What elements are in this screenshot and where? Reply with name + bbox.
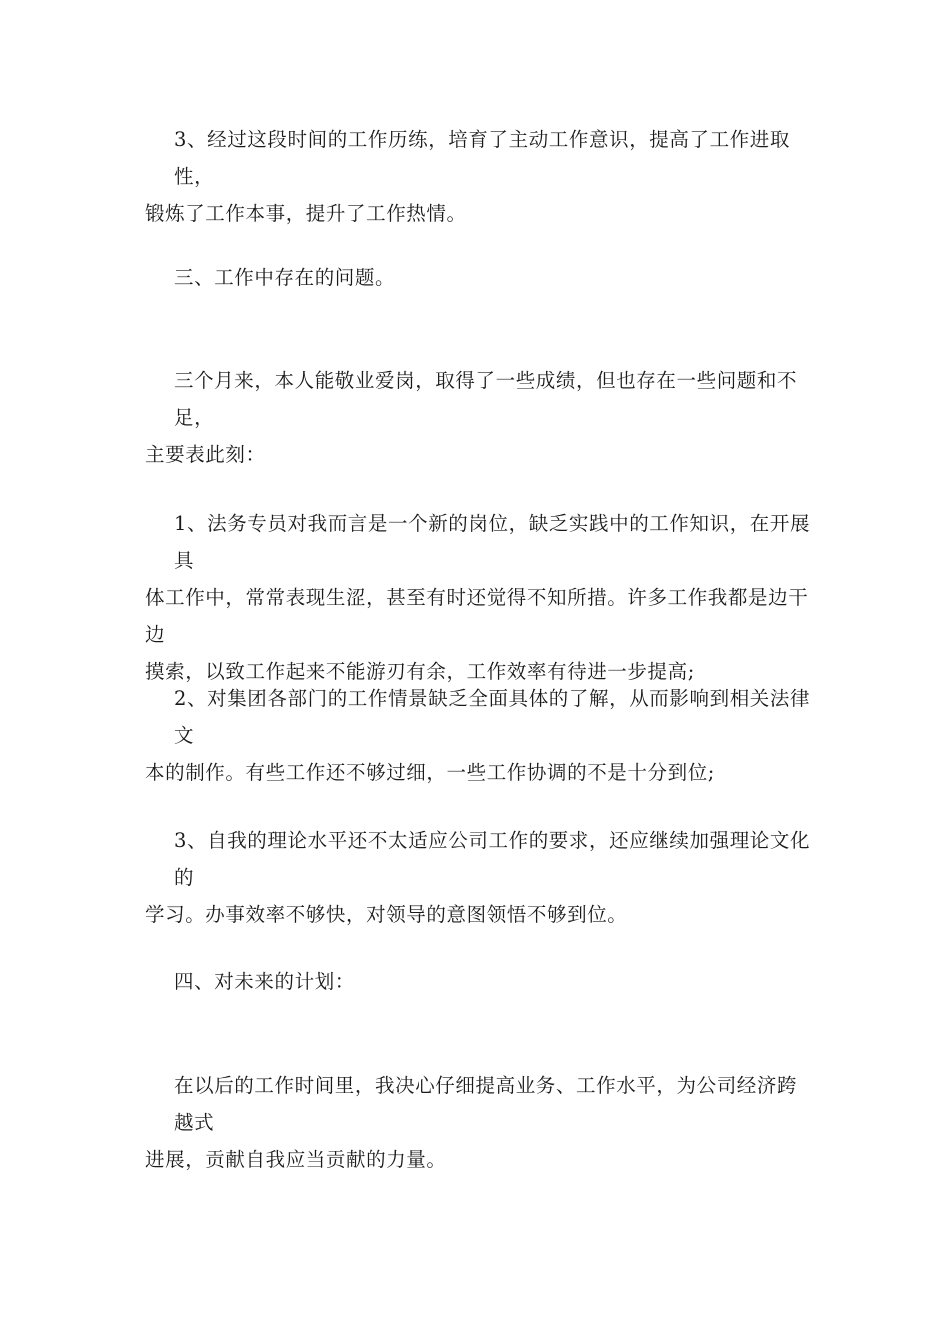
text-line: 进展，贡献自我应当贡献的力量。 <box>145 1148 447 1171</box>
text-line: 在以后的工作时间里，我决心仔细提高业务、工作水平，为公司经济跨越式 <box>174 1074 798 1134</box>
paragraph-summary <box>145 362 815 473</box>
section-heading-problems <box>145 259 815 296</box>
text-line: 本的制作。有些工作还不够过细，一些工作协调的不是十分到位; <box>145 761 715 784</box>
text-line: 锻炼了工作本事，提升了工作热情。 <box>145 202 467 225</box>
heading-text: 四、对未来的计划： <box>174 970 355 993</box>
text-line: 体工作中，常常表现生涩，甚至有时还觉得不知所措。许多工作我都是边干边 <box>145 586 809 646</box>
text-line: 3、自我的理论水平还不太适应公司工作的要求，还应继续加强理论文化的 <box>174 829 811 889</box>
paragraph-future-plan <box>145 1067 815 1178</box>
text-line: 1、法务专员对我而言是一个新的岗位，缺乏实践中的工作知识，在开展具 <box>174 512 811 572</box>
text-line: 3、经过这段时间的工作历练，培育了主动工作意识，提高了工作进取性， <box>174 128 791 188</box>
paragraph-work-experience <box>145 121 815 232</box>
text-line: 主要表此刻： <box>145 443 266 466</box>
section-heading-future-plan <box>145 963 815 1000</box>
text-line: 学习。办事效率不够快，对领导的意图领悟不够到位。 <box>145 903 628 926</box>
text-line: 2、对集团各部门的工作情景缺乏全面具体的了解，从而影响到相关法律文 <box>174 687 811 747</box>
text-line: 三个月来，本人能敬业爱岗，取得了一些成绩，但也存在一些问题和不足， <box>174 369 798 429</box>
paragraph-problem-2 <box>145 680 815 791</box>
paragraph-problem-3 <box>145 822 815 933</box>
heading-text: 三、工作中存在的问题。 <box>174 266 396 289</box>
text-line: 摸索，以致工作起来不能游刃有余，工作效率有待进一步提高; <box>145 660 695 683</box>
paragraph-problem-1 <box>145 505 815 690</box>
